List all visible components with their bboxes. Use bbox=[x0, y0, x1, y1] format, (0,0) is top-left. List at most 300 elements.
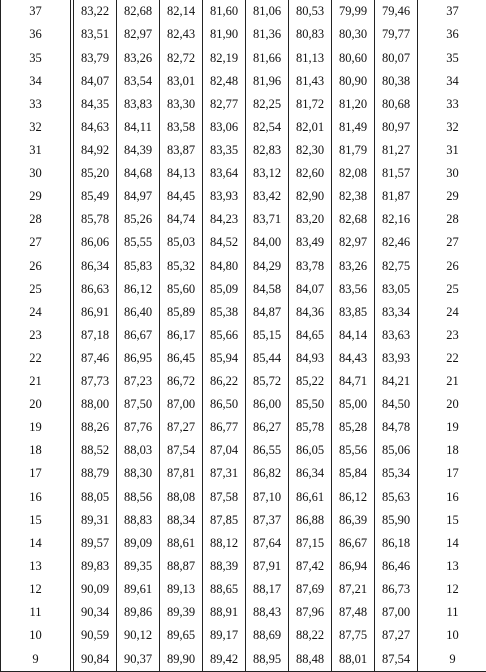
row-number-right: 23 bbox=[418, 324, 486, 347]
table-row bbox=[1, 46, 486, 69]
table-cell: 88,34 bbox=[160, 508, 203, 531]
table-cell: 84,23 bbox=[203, 208, 246, 231]
table-cell: 86,88 bbox=[289, 508, 332, 531]
table-row bbox=[1, 208, 486, 231]
row-number-left: 11 bbox=[1, 601, 71, 624]
table-cell: 80,60 bbox=[332, 46, 375, 69]
table-cell: 87,81 bbox=[160, 462, 203, 485]
table-cell: 82,08 bbox=[332, 162, 375, 185]
table-cell: 88,48 bbox=[289, 647, 332, 671]
table-cell: 88,03 bbox=[117, 439, 160, 462]
table-cell: 86,45 bbox=[160, 347, 203, 370]
table-cell: 88,83 bbox=[117, 508, 160, 531]
table-cell: 82,25 bbox=[246, 92, 289, 115]
table-cell: 81,57 bbox=[375, 162, 418, 185]
row-number-left: 20 bbox=[1, 393, 71, 416]
table-cell: 86,72 bbox=[160, 370, 203, 393]
table-cell: 85,28 bbox=[332, 416, 375, 439]
row-number-left: 37 bbox=[1, 0, 71, 23]
row-number-right: 33 bbox=[418, 92, 486, 115]
table-cell: 89,39 bbox=[160, 601, 203, 624]
table-cell: 84,78 bbox=[375, 416, 418, 439]
row-number-left: 16 bbox=[1, 485, 71, 508]
table-cell: 85,44 bbox=[246, 347, 289, 370]
table-cell: 83,64 bbox=[203, 162, 246, 185]
table-cell: 84,92 bbox=[74, 139, 117, 162]
table-cell: 83,51 bbox=[74, 23, 117, 46]
table-cell: 88,52 bbox=[74, 439, 117, 462]
table-cell: 87,73 bbox=[74, 370, 117, 393]
row-number-right: 34 bbox=[418, 69, 486, 92]
row-number-right: 21 bbox=[418, 370, 486, 393]
table-cell: 87,64 bbox=[246, 532, 289, 555]
table-cell: 81,60 bbox=[203, 0, 246, 23]
table-cell: 87,27 bbox=[375, 624, 418, 647]
row-number-left: 9 bbox=[1, 647, 71, 671]
table-cell: 79,99 bbox=[332, 0, 375, 23]
table-cell: 87,69 bbox=[289, 578, 332, 601]
row-number-right: 22 bbox=[418, 347, 486, 370]
table-cell: 86,94 bbox=[332, 555, 375, 578]
row-number-right: 36 bbox=[418, 23, 486, 46]
table-cell: 86,67 bbox=[117, 324, 160, 347]
row-number-right: 32 bbox=[418, 116, 486, 139]
table-row bbox=[1, 254, 486, 277]
table-cell: 85,09 bbox=[203, 277, 246, 300]
table-cell: 85,06 bbox=[375, 439, 418, 462]
table-cell: 81,20 bbox=[332, 92, 375, 115]
row-number-right: 24 bbox=[418, 300, 486, 323]
table-cell: 87,31 bbox=[203, 462, 246, 485]
table-cell: 81,49 bbox=[332, 116, 375, 139]
table-cell: 83,42 bbox=[246, 185, 289, 208]
table-cell: 83,12 bbox=[246, 162, 289, 185]
table-cell: 86,50 bbox=[203, 393, 246, 416]
table-row bbox=[1, 624, 486, 647]
table-cell: 89,61 bbox=[117, 578, 160, 601]
table-cell: 87,54 bbox=[160, 439, 203, 462]
table-cell: 90,34 bbox=[74, 601, 117, 624]
table-cell: 83,83 bbox=[117, 92, 160, 115]
table-cell: 86,91 bbox=[74, 300, 117, 323]
table-cell: 81,13 bbox=[289, 46, 332, 69]
table-cell: 81,79 bbox=[332, 139, 375, 162]
table-row bbox=[1, 647, 486, 671]
table-cell: 88,26 bbox=[74, 416, 117, 439]
table-cell: 85,55 bbox=[117, 231, 160, 254]
table-cell: 85,03 bbox=[160, 231, 203, 254]
table-cell: 85,50 bbox=[289, 393, 332, 416]
table-cell: 84,39 bbox=[117, 139, 160, 162]
table-row bbox=[1, 92, 486, 115]
table-cell: 83,63 bbox=[375, 324, 418, 347]
table-cell: 88,91 bbox=[203, 601, 246, 624]
table-cell: 87,15 bbox=[289, 532, 332, 555]
table-row bbox=[1, 231, 486, 254]
table-cell: 89,57 bbox=[74, 532, 117, 555]
table-cell: 82,97 bbox=[117, 23, 160, 46]
row-number-right: 31 bbox=[418, 139, 486, 162]
table-cell: 86,22 bbox=[203, 370, 246, 393]
table-cell: 87,18 bbox=[74, 324, 117, 347]
table-row bbox=[1, 139, 486, 162]
table-cell: 80,97 bbox=[375, 116, 418, 139]
table-cell: 87,04 bbox=[203, 439, 246, 462]
row-number-right: 25 bbox=[418, 277, 486, 300]
table-cell: 86,00 bbox=[246, 393, 289, 416]
row-number-left: 30 bbox=[1, 162, 71, 185]
table-cell: 82,01 bbox=[289, 116, 332, 139]
row-number-left: 22 bbox=[1, 347, 71, 370]
table-cell: 82,16 bbox=[375, 208, 418, 231]
table-cell: 81,72 bbox=[289, 92, 332, 115]
table-cell: 84,68 bbox=[117, 162, 160, 185]
table-cell: 80,30 bbox=[332, 23, 375, 46]
table-cell: 85,90 bbox=[375, 508, 418, 531]
table-cell: 87,48 bbox=[332, 601, 375, 624]
table-cell: 87,27 bbox=[160, 416, 203, 439]
table-cell: 90,12 bbox=[117, 624, 160, 647]
table-cell: 90,09 bbox=[74, 578, 117, 601]
table-row bbox=[1, 439, 486, 462]
table-cell: 83,93 bbox=[203, 185, 246, 208]
row-number-left: 24 bbox=[1, 300, 71, 323]
row-number-right: 14 bbox=[418, 532, 486, 555]
table-cell: 84,07 bbox=[74, 69, 117, 92]
row-number-right: 27 bbox=[418, 231, 486, 254]
table-cell: 88,30 bbox=[117, 462, 160, 485]
table-cell: 82,68 bbox=[117, 0, 160, 23]
table-cell: 88,39 bbox=[203, 555, 246, 578]
table-cell: 82,60 bbox=[289, 162, 332, 185]
table-cell: 85,89 bbox=[160, 300, 203, 323]
table-cell: 88,08 bbox=[160, 485, 203, 508]
table-cell: 86,77 bbox=[203, 416, 246, 439]
row-number-right: 29 bbox=[418, 185, 486, 208]
row-number-right: 12 bbox=[418, 578, 486, 601]
row-number-left: 29 bbox=[1, 185, 71, 208]
table-cell: 89,86 bbox=[117, 601, 160, 624]
table-cell: 83,78 bbox=[289, 254, 332, 277]
table-cell: 84,52 bbox=[203, 231, 246, 254]
table-cell: 86,06 bbox=[74, 231, 117, 254]
table-cell: 81,96 bbox=[246, 69, 289, 92]
row-number-left: 33 bbox=[1, 92, 71, 115]
table-cell: 89,35 bbox=[117, 555, 160, 578]
row-number-left: 21 bbox=[1, 370, 71, 393]
table-cell: 85,83 bbox=[117, 254, 160, 277]
table-cell: 83,58 bbox=[160, 116, 203, 139]
table-cell: 81,66 bbox=[246, 46, 289, 69]
table-cell: 82,54 bbox=[246, 116, 289, 139]
row-number-left: 35 bbox=[1, 46, 71, 69]
table-cell: 83,06 bbox=[203, 116, 246, 139]
table-row bbox=[1, 116, 486, 139]
table-cell: 88,12 bbox=[203, 532, 246, 555]
table-cell: 87,76 bbox=[117, 416, 160, 439]
table-cell: 83,71 bbox=[246, 208, 289, 231]
table-cell: 86,73 bbox=[375, 578, 418, 601]
row-number-left: 36 bbox=[1, 23, 71, 46]
row-number-left: 19 bbox=[1, 416, 71, 439]
table-cell: 82,90 bbox=[289, 185, 332, 208]
table-cell: 82,30 bbox=[289, 139, 332, 162]
row-number-right: 17 bbox=[418, 462, 486, 485]
table-cell: 83,05 bbox=[375, 277, 418, 300]
table-cell: 88,00 bbox=[74, 393, 117, 416]
table-cell: 84,80 bbox=[203, 254, 246, 277]
table-cell: 87,91 bbox=[246, 555, 289, 578]
table-cell: 81,36 bbox=[246, 23, 289, 46]
table-cell: 83,93 bbox=[375, 347, 418, 370]
table-cell: 84,13 bbox=[160, 162, 203, 185]
table-cell: 84,21 bbox=[375, 370, 418, 393]
table-cell: 87,10 bbox=[246, 485, 289, 508]
table-cell: 86,18 bbox=[375, 532, 418, 555]
table-cell: 85,63 bbox=[375, 485, 418, 508]
table-cell: 82,72 bbox=[160, 46, 203, 69]
table-cell: 83,87 bbox=[160, 139, 203, 162]
table-cell: 88,69 bbox=[246, 624, 289, 647]
table-cell: 84,29 bbox=[246, 254, 289, 277]
table-cell: 87,42 bbox=[289, 555, 332, 578]
table-row bbox=[1, 185, 486, 208]
table-body bbox=[1, 0, 486, 672]
table-cell: 85,49 bbox=[74, 185, 117, 208]
table-cell: 85,78 bbox=[289, 416, 332, 439]
table-cell: 90,59 bbox=[74, 624, 117, 647]
table-cell: 81,43 bbox=[289, 69, 332, 92]
table-cell: 82,48 bbox=[203, 69, 246, 92]
table-row bbox=[1, 462, 486, 485]
row-number-right: 10 bbox=[418, 624, 486, 647]
table-cell: 80,38 bbox=[375, 69, 418, 92]
table-row bbox=[1, 162, 486, 185]
table-cell: 87,54 bbox=[375, 647, 418, 671]
table-row bbox=[1, 347, 486, 370]
row-number-left: 32 bbox=[1, 116, 71, 139]
table-row bbox=[1, 393, 486, 416]
table-cell: 84,11 bbox=[117, 116, 160, 139]
table-cell: 87,23 bbox=[117, 370, 160, 393]
table-cell: 84,97 bbox=[117, 185, 160, 208]
table-cell: 87,21 bbox=[332, 578, 375, 601]
table-cell: 82,14 bbox=[160, 0, 203, 23]
row-number-right: 30 bbox=[418, 162, 486, 185]
row-number-left: 26 bbox=[1, 254, 71, 277]
row-number-right: 37 bbox=[418, 0, 486, 23]
table-cell: 79,77 bbox=[375, 23, 418, 46]
table-cell: 80,07 bbox=[375, 46, 418, 69]
row-number-right: 9 bbox=[418, 647, 486, 671]
table-cell: 86,34 bbox=[289, 462, 332, 485]
table-cell: 87,00 bbox=[160, 393, 203, 416]
table-cell: 86,63 bbox=[74, 277, 117, 300]
row-number-left: 25 bbox=[1, 277, 71, 300]
table-cell: 85,32 bbox=[160, 254, 203, 277]
table-cell: 87,85 bbox=[203, 508, 246, 531]
row-number-right: 18 bbox=[418, 439, 486, 462]
row-number-right: 35 bbox=[418, 46, 486, 69]
table-cell: 83,34 bbox=[375, 300, 418, 323]
table-cell: 85,84 bbox=[332, 462, 375, 485]
table-cell: 86,55 bbox=[246, 439, 289, 462]
table-cell: 81,06 bbox=[246, 0, 289, 23]
row-number-left: 23 bbox=[1, 324, 71, 347]
row-number-left: 10 bbox=[1, 624, 71, 647]
table-cell: 82,19 bbox=[203, 46, 246, 69]
table-cell: 89,17 bbox=[203, 624, 246, 647]
table-row bbox=[1, 0, 486, 23]
table-cell: 84,74 bbox=[160, 208, 203, 231]
table-cell: 84,14 bbox=[332, 324, 375, 347]
row-number-right: 19 bbox=[418, 416, 486, 439]
row-number-right: 11 bbox=[418, 601, 486, 624]
table-cell: 88,17 bbox=[246, 578, 289, 601]
table-cell: 84,93 bbox=[289, 347, 332, 370]
table-cell: 88,95 bbox=[246, 647, 289, 671]
row-number-right: 15 bbox=[418, 508, 486, 531]
table-cell: 87,96 bbox=[289, 601, 332, 624]
row-number-left: 17 bbox=[1, 462, 71, 485]
table-cell: 88,79 bbox=[74, 462, 117, 485]
row-number-right: 20 bbox=[418, 393, 486, 416]
row-number-right: 26 bbox=[418, 254, 486, 277]
row-number-left: 18 bbox=[1, 439, 71, 462]
table-row bbox=[1, 277, 486, 300]
table-cell: 83,54 bbox=[117, 69, 160, 92]
table-row bbox=[1, 300, 486, 323]
table-cell: 84,65 bbox=[289, 324, 332, 347]
table-cell: 85,20 bbox=[74, 162, 117, 185]
table-cell: 84,71 bbox=[332, 370, 375, 393]
table-cell: 86,12 bbox=[117, 277, 160, 300]
table-row bbox=[1, 324, 486, 347]
row-number-left: 15 bbox=[1, 508, 71, 531]
table-cell: 86,39 bbox=[332, 508, 375, 531]
table-cell: 84,35 bbox=[74, 92, 117, 115]
table-row bbox=[1, 485, 486, 508]
table-cell: 81,90 bbox=[203, 23, 246, 46]
table-cell: 85,34 bbox=[375, 462, 418, 485]
table-cell: 88,01 bbox=[332, 647, 375, 671]
table-row bbox=[1, 370, 486, 393]
table-cell: 85,56 bbox=[332, 439, 375, 462]
table-cell: 88,05 bbox=[74, 485, 117, 508]
table-cell: 82,83 bbox=[246, 139, 289, 162]
row-number-right: 13 bbox=[418, 555, 486, 578]
table-cell: 83,79 bbox=[74, 46, 117, 69]
row-number-right: 16 bbox=[418, 485, 486, 508]
table-cell: 81,87 bbox=[375, 185, 418, 208]
table-row bbox=[1, 416, 486, 439]
table-row bbox=[1, 555, 486, 578]
table-cell: 89,65 bbox=[160, 624, 203, 647]
row-number-left: 34 bbox=[1, 69, 71, 92]
table-cell: 84,58 bbox=[246, 277, 289, 300]
table-cell: 83,85 bbox=[332, 300, 375, 323]
table-cell: 85,72 bbox=[246, 370, 289, 393]
table-cell: 86,46 bbox=[375, 555, 418, 578]
table-cell: 87,37 bbox=[246, 508, 289, 531]
table-cell: 88,22 bbox=[289, 624, 332, 647]
table-row bbox=[1, 601, 486, 624]
table-cell: 89,31 bbox=[74, 508, 117, 531]
table-cell: 86,12 bbox=[332, 485, 375, 508]
table-cell: 84,50 bbox=[375, 393, 418, 416]
table-cell: 82,43 bbox=[160, 23, 203, 46]
table-row bbox=[1, 578, 486, 601]
table-cell: 84,07 bbox=[289, 277, 332, 300]
table-cell: 85,00 bbox=[332, 393, 375, 416]
table-cell: 80,90 bbox=[332, 69, 375, 92]
table-cell: 87,50 bbox=[117, 393, 160, 416]
table-cell: 83,20 bbox=[289, 208, 332, 231]
table-row bbox=[1, 69, 486, 92]
table-cell: 85,66 bbox=[203, 324, 246, 347]
row-number-right: 28 bbox=[418, 208, 486, 231]
table-cell: 86,67 bbox=[332, 532, 375, 555]
table-cell: 85,60 bbox=[160, 277, 203, 300]
table-cell: 82,38 bbox=[332, 185, 375, 208]
table-cell: 88,87 bbox=[160, 555, 203, 578]
table-cell: 89,90 bbox=[160, 647, 203, 671]
table-cell: 86,34 bbox=[74, 254, 117, 277]
table-cell: 83,56 bbox=[332, 277, 375, 300]
table-cell: 84,87 bbox=[246, 300, 289, 323]
table-cell: 89,42 bbox=[203, 647, 246, 671]
table-cell: 82,77 bbox=[203, 92, 246, 115]
table-cell: 83,26 bbox=[332, 254, 375, 277]
table-cell: 87,46 bbox=[74, 347, 117, 370]
table-cell: 85,94 bbox=[203, 347, 246, 370]
table-cell: 80,83 bbox=[289, 23, 332, 46]
table-cell: 88,56 bbox=[117, 485, 160, 508]
table-cell: 89,13 bbox=[160, 578, 203, 601]
table-cell: 80,53 bbox=[289, 0, 332, 23]
table-cell: 86,95 bbox=[117, 347, 160, 370]
table-cell: 87,00 bbox=[375, 601, 418, 624]
table-cell: 85,78 bbox=[74, 208, 117, 231]
row-number-left: 13 bbox=[1, 555, 71, 578]
table-cell: 84,36 bbox=[289, 300, 332, 323]
table-cell: 80,68 bbox=[375, 92, 418, 115]
table-cell: 86,82 bbox=[246, 462, 289, 485]
table-cell: 83,01 bbox=[160, 69, 203, 92]
table-cell: 84,45 bbox=[160, 185, 203, 208]
table-cell: 84,63 bbox=[74, 116, 117, 139]
table-cell: 86,17 bbox=[160, 324, 203, 347]
table-cell: 85,38 bbox=[203, 300, 246, 323]
table-cell: 83,49 bbox=[289, 231, 332, 254]
table-cell: 82,68 bbox=[332, 208, 375, 231]
row-number-left: 14 bbox=[1, 532, 71, 555]
table-cell: 86,61 bbox=[289, 485, 332, 508]
table-cell: 82,75 bbox=[375, 254, 418, 277]
table-row bbox=[1, 23, 486, 46]
table-row bbox=[1, 508, 486, 531]
table-cell: 82,97 bbox=[332, 231, 375, 254]
table-cell: 81,27 bbox=[375, 139, 418, 162]
table-cell: 84,43 bbox=[332, 347, 375, 370]
table-cell: 88,43 bbox=[246, 601, 289, 624]
row-number-left: 27 bbox=[1, 231, 71, 254]
table-cell: 87,58 bbox=[203, 485, 246, 508]
table-cell: 86,40 bbox=[117, 300, 160, 323]
table-cell: 90,37 bbox=[117, 647, 160, 671]
table-cell: 86,05 bbox=[289, 439, 332, 462]
table-cell: 82,46 bbox=[375, 231, 418, 254]
